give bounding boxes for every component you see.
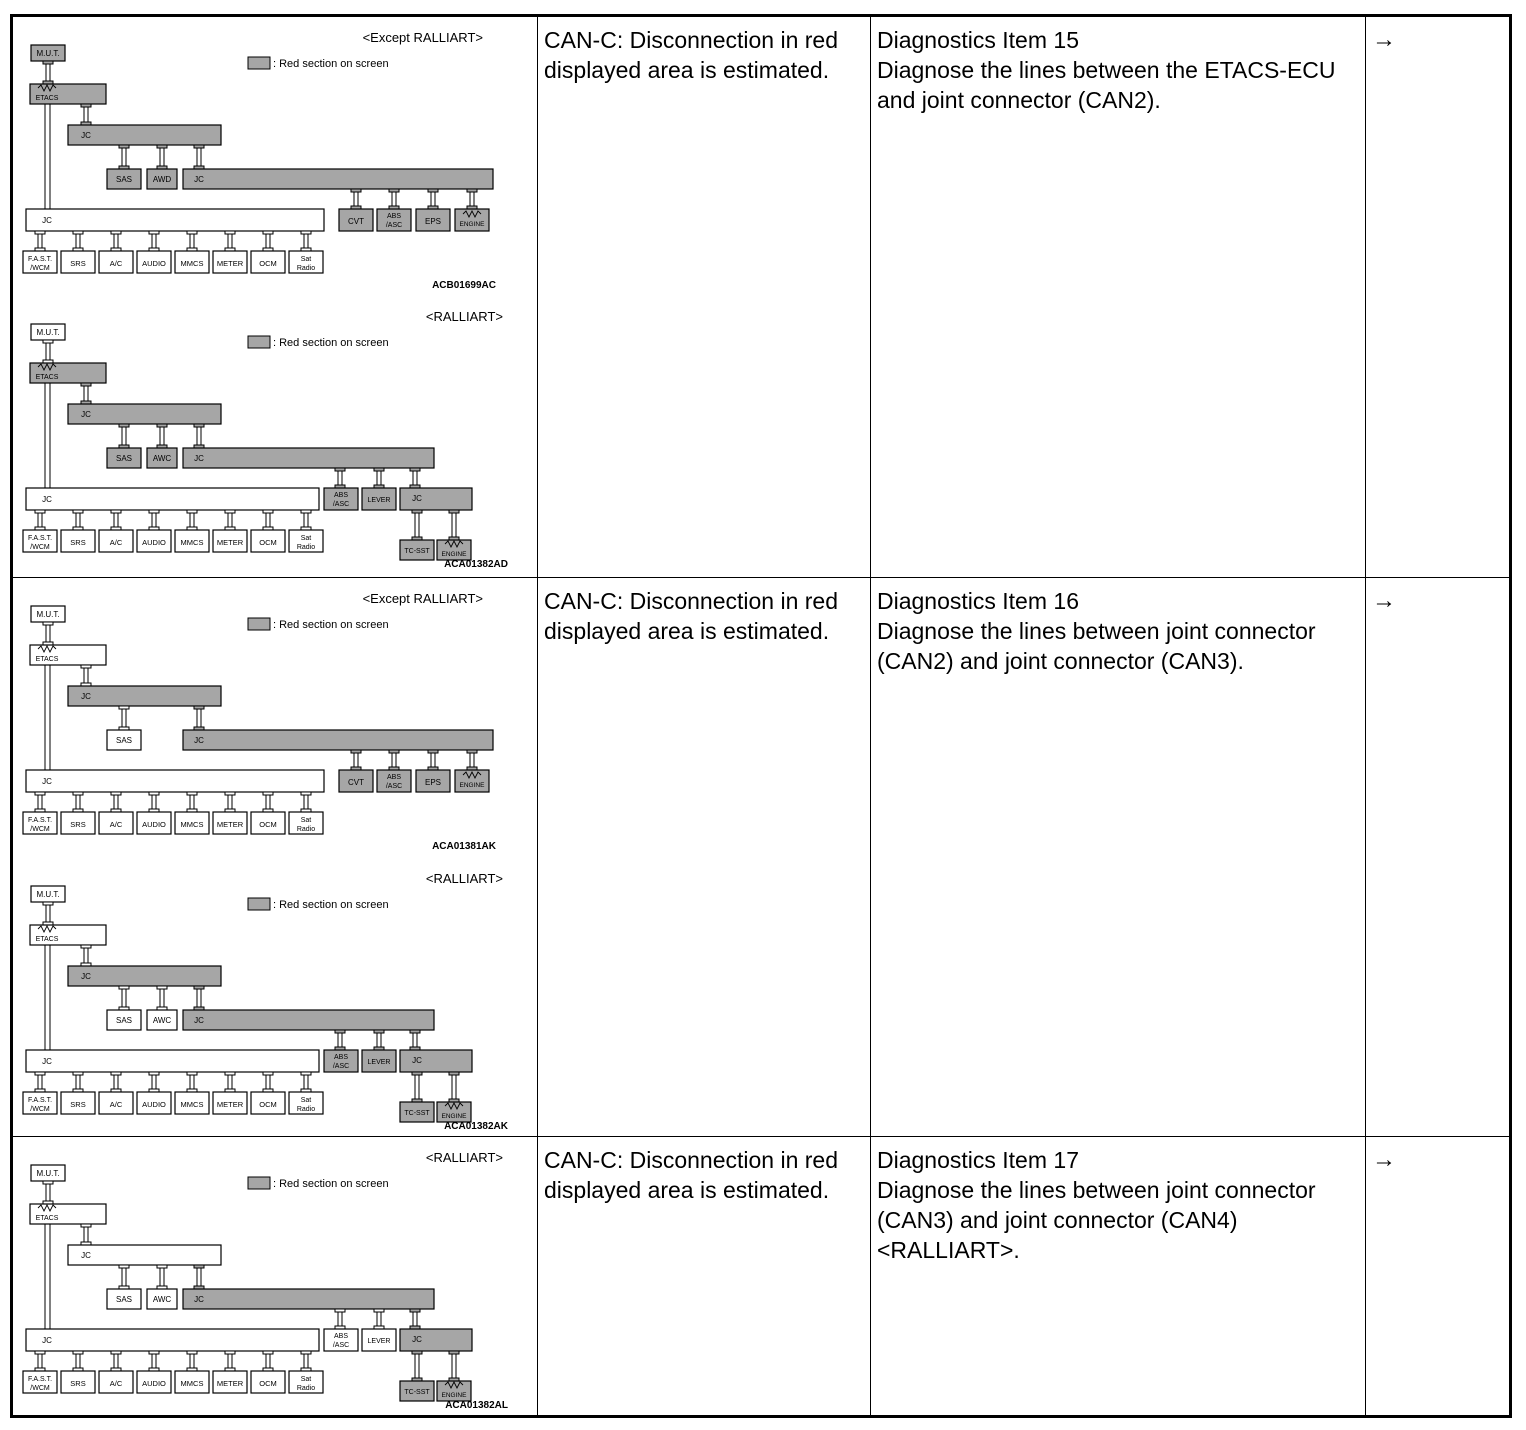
abs-label: ABS — [386, 774, 402, 781]
unit-label: Radio — [296, 265, 316, 272]
unit-label: AUDIO — [142, 820, 166, 829]
abs-label: ABS — [333, 492, 349, 499]
connector-plate — [187, 231, 197, 234]
unit-label: Radio — [296, 1106, 316, 1113]
table-row — [13, 17, 1509, 578]
connector-plate — [301, 1351, 311, 1354]
mut-label: M.U.T. — [36, 49, 60, 58]
connector-plate — [301, 792, 311, 795]
etacs-label: ETACS — [35, 1215, 59, 1222]
can-diagram — [13, 858, 538, 1138]
awd-label: AWD — [152, 175, 172, 184]
can-diagram — [13, 578, 538, 858]
connector-plate — [187, 1351, 197, 1354]
unit-label: SRS — [70, 1379, 86, 1388]
abs-label: /ASC — [332, 1342, 350, 1349]
connector-plate — [111, 231, 121, 234]
unit-label: MMCS — [180, 538, 204, 547]
connector-plate — [374, 1030, 384, 1033]
connector-plate — [111, 1072, 121, 1075]
abs-label: ABS — [386, 213, 402, 220]
figure-code: ACA01382AD — [444, 559, 508, 570]
connector-plate — [263, 510, 273, 513]
unit-label: /WCM — [30, 1106, 50, 1113]
lever-label: LEVER — [367, 1338, 391, 1345]
connector-plate — [35, 1351, 45, 1354]
can-diagram — [13, 1137, 538, 1417]
unit-label: AUDIO — [142, 259, 166, 268]
mut-label: M.U.T. — [36, 1169, 60, 1178]
legend-text: : Red section on screen — [273, 58, 389, 70]
figure-code: ACB01699AC — [432, 280, 496, 291]
connector-plate — [149, 1072, 159, 1075]
connector-plate — [119, 986, 129, 989]
next-arrow: → — [1372, 1146, 1396, 1173]
connector-plate — [194, 145, 204, 148]
abs-label: /ASC — [385, 783, 403, 790]
connector-plate — [351, 750, 361, 753]
connector-plate — [111, 510, 121, 513]
abs-label: ABS — [333, 1333, 349, 1340]
can-diagram-svg — [13, 1137, 538, 1417]
unit-label: SRS — [70, 538, 86, 547]
abs-label: /ASC — [332, 501, 350, 508]
connector-plate — [73, 1072, 83, 1075]
jc3-box — [26, 209, 324, 231]
variant-label: <RALLIART> — [425, 309, 503, 324]
connector-plate — [35, 1072, 45, 1075]
action-title: Diagnostics Item 16 — [877, 588, 1079, 614]
jc3-label: JC — [42, 1336, 52, 1345]
can-diagram — [13, 17, 538, 297]
cvt-label: CVT — [348, 217, 364, 226]
sas-label: SAS — [115, 175, 133, 184]
abs-label: ABS — [333, 1054, 349, 1061]
jc4-label: JC — [412, 1056, 422, 1065]
connector-plate — [194, 424, 204, 427]
connector-plate — [111, 1351, 121, 1354]
unit-label: SRS — [70, 820, 86, 829]
legend-text: : Red section on screen — [273, 337, 389, 349]
jc2-label: JC — [194, 1295, 204, 1304]
unit-label: METER — [216, 259, 244, 268]
connector-plate — [157, 1265, 167, 1268]
unit-label: AUDIO — [142, 538, 166, 547]
connector-plate — [263, 1072, 273, 1075]
jc1-box — [68, 966, 221, 986]
unit-label: /WCM — [30, 826, 50, 833]
unit-label: /WCM — [30, 544, 50, 551]
connector-plate — [119, 424, 129, 427]
connector-plate — [149, 510, 159, 513]
etacs-label: ETACS — [35, 374, 59, 381]
jc3-box — [26, 770, 324, 792]
jc3-box — [26, 1050, 319, 1072]
engine-label: ENGINE — [459, 221, 485, 228]
sas-label: SAS — [115, 736, 133, 745]
jc2-label: JC — [194, 736, 204, 745]
connector-plate — [81, 1224, 91, 1227]
table-row — [13, 1137, 1509, 1418]
sas-label: SAS — [115, 454, 133, 463]
jc4-label: JC — [412, 494, 422, 503]
can-diagram-svg — [13, 296, 538, 576]
jc2-box — [183, 1010, 434, 1030]
connector-plate — [449, 510, 459, 513]
unit-label: MMCS — [180, 1379, 204, 1388]
connector-plate — [81, 104, 91, 107]
unit-label: F.A.S.T. — [27, 1376, 53, 1383]
diagram-cell — [13, 17, 538, 577]
connector-plate — [389, 750, 399, 753]
connector-plate — [412, 510, 422, 513]
awd-label: AWC — [152, 1295, 172, 1304]
unit-label: A/C — [109, 538, 123, 547]
next-arrow: → — [1372, 26, 1396, 53]
unit-label: OCM — [259, 259, 277, 268]
cvt-label: CVT — [348, 778, 364, 787]
jc2-label: JC — [194, 454, 204, 463]
connector-plate — [187, 510, 197, 513]
action-text: Diagnose the lines between the ETACS-ECU and joint connector (CAN2). — [877, 57, 1336, 113]
connector-plate — [111, 792, 121, 795]
mut-label: M.U.T. — [36, 890, 60, 899]
sas-label: SAS — [115, 1295, 133, 1304]
mut-label: M.U.T. — [36, 610, 60, 619]
etacs-label: ETACS — [35, 95, 59, 102]
connector-plate — [157, 145, 167, 148]
connector-plate — [225, 1072, 235, 1075]
jc3-label: JC — [42, 495, 52, 504]
unit-label: Sat — [300, 535, 312, 542]
jc1-label: JC — [81, 131, 91, 140]
connector-plate — [81, 383, 91, 386]
jc3-label: JC — [42, 1057, 52, 1066]
action-title: Diagnostics Item 15 — [877, 27, 1079, 53]
jc4-label: JC — [412, 1335, 422, 1344]
unit-label: OCM — [259, 1379, 277, 1388]
can-diagram — [13, 296, 538, 576]
connector-plate — [389, 189, 399, 192]
table-row — [13, 578, 1509, 1137]
engine-label: ENGINE — [459, 782, 485, 789]
connector-plate — [194, 706, 204, 709]
lever-label: LEVER — [367, 1059, 391, 1066]
eps-label: EPS — [424, 217, 442, 226]
abs-label: /ASC — [332, 1063, 350, 1070]
tcsst-label: TC-SST — [404, 1110, 430, 1117]
unit-label: F.A.S.T. — [27, 256, 53, 263]
can-diagram-svg — [13, 858, 538, 1138]
legend-swatch — [248, 618, 270, 630]
unit-label: SRS — [70, 1100, 86, 1109]
connector-plate — [225, 1351, 235, 1354]
connector-plate — [335, 1030, 345, 1033]
unit-label: Sat — [300, 817, 312, 824]
connector-plate — [149, 231, 159, 234]
connector-plate — [225, 510, 235, 513]
connector-plate — [351, 189, 361, 192]
jc3-label: JC — [42, 777, 52, 786]
jc2-box — [183, 169, 493, 189]
etacs-label: ETACS — [35, 936, 59, 943]
condition-text: CAN-C: Disconnection in red displayed area is estimated. — [538, 17, 871, 577]
legend-swatch — [248, 336, 270, 348]
action-text: Diagnose the lines between joint connector (CAN3) and joint connector (CAN4) <RALLIART>. — [877, 1177, 1316, 1263]
can-diagram-svg — [13, 17, 538, 297]
unit-label: OCM — [259, 1100, 277, 1109]
jc2-box — [183, 1289, 434, 1309]
connector-plate — [35, 510, 45, 513]
connector-plate — [73, 510, 83, 513]
abs-label: /ASC — [385, 222, 403, 229]
jc1-label: JC — [81, 410, 91, 419]
awd-label: AWC — [152, 454, 172, 463]
connector-plate — [467, 189, 477, 192]
engine-label: ENGINE — [441, 1113, 467, 1120]
mut-label: M.U.T. — [36, 328, 60, 337]
unit-label: A/C — [109, 1100, 123, 1109]
jc3-label: JC — [42, 216, 52, 225]
unit-label: Radio — [296, 544, 316, 551]
connector-plate — [157, 986, 167, 989]
unit-label: A/C — [109, 820, 123, 829]
jc3-box — [26, 1329, 319, 1351]
variant-label: <Except RALLIART> — [362, 591, 483, 606]
unit-label: MMCS — [180, 259, 204, 268]
connector-plate — [412, 1072, 422, 1075]
connector-plate — [410, 1030, 420, 1033]
jc2-box — [183, 448, 434, 468]
unit-label: MMCS — [180, 1100, 204, 1109]
jc2-label: JC — [194, 1016, 204, 1025]
jc1-label: JC — [81, 972, 91, 981]
connector-plate — [43, 902, 53, 905]
condition-text: CAN-C: Disconnection in red displayed area is estimated. — [538, 1137, 871, 1418]
connector-plate — [335, 1309, 345, 1312]
unit-label: Radio — [296, 1385, 316, 1392]
unit-label: MMCS — [180, 820, 204, 829]
legend-text: : Red section on screen — [273, 619, 389, 631]
connector-plate — [43, 1181, 53, 1184]
action-cell — [871, 17, 1366, 577]
connector-plate — [187, 1072, 197, 1075]
eps-label: EPS — [424, 778, 442, 787]
jc4-box — [400, 488, 472, 510]
unit-label: F.A.S.T. — [27, 535, 53, 542]
connector-plate — [35, 792, 45, 795]
connector-plate — [263, 792, 273, 795]
connector-plate — [194, 1265, 204, 1268]
unit-label: Radio — [296, 826, 316, 833]
tcsst-label: TC-SST — [404, 1389, 430, 1396]
variant-label: <RALLIART> — [425, 1150, 503, 1165]
unit-label: F.A.S.T. — [27, 817, 53, 824]
awd-label: AWC — [152, 1016, 172, 1025]
diagram-cell — [13, 578, 538, 1136]
connector-plate — [194, 986, 204, 989]
diagnostics-table — [10, 14, 1512, 1418]
unit-label: SRS — [70, 259, 86, 268]
jc1-box — [68, 404, 221, 424]
legend-text: : Red section on screen — [273, 1178, 389, 1190]
sas-label: SAS — [115, 1016, 133, 1025]
connector-plate — [119, 145, 129, 148]
connector-plate — [43, 622, 53, 625]
connector-plate — [157, 424, 167, 427]
unit-label: /WCM — [30, 265, 50, 272]
connector-plate — [225, 792, 235, 795]
connector-plate — [225, 231, 235, 234]
connector-plate — [428, 189, 438, 192]
variant-label: <Except RALLIART> — [362, 30, 483, 45]
connector-plate — [73, 792, 83, 795]
connector-plate — [263, 231, 273, 234]
unit-label: Sat — [300, 1376, 312, 1383]
jc1-box — [68, 1245, 221, 1265]
connector-plate — [410, 1309, 420, 1312]
unit-label: A/C — [109, 259, 123, 268]
jc1-label: JC — [81, 1251, 91, 1260]
connector-plate — [73, 231, 83, 234]
connector-plate — [43, 340, 53, 343]
legend-swatch — [248, 1177, 270, 1189]
unit-label: Sat — [300, 256, 312, 263]
engine-label: ENGINE — [441, 551, 467, 558]
connector-plate — [467, 750, 477, 753]
action-text: Diagnose the lines between joint connector (CAN2) and joint connector (CAN3). — [877, 618, 1316, 674]
unit-label: F.A.S.T. — [27, 1097, 53, 1104]
connector-plate — [73, 1351, 83, 1354]
jc1-box — [68, 125, 221, 145]
action-cell — [871, 1137, 1366, 1418]
connector-plate — [301, 1072, 311, 1075]
connector-plate — [119, 706, 129, 709]
jc3-box — [26, 488, 319, 510]
legend-text: : Red section on screen — [273, 899, 389, 911]
engine-label: ENGINE — [441, 1392, 467, 1399]
unit-label: /WCM — [30, 1385, 50, 1392]
connector-plate — [374, 468, 384, 471]
jc1-box — [68, 686, 221, 706]
connector-plate — [149, 1351, 159, 1354]
etacs-label: ETACS — [35, 656, 59, 663]
connector-plate — [412, 1351, 422, 1354]
jc2-label: JC — [194, 175, 204, 184]
connector-plate — [449, 1351, 459, 1354]
connector-plate — [335, 468, 345, 471]
unit-label: METER — [216, 820, 244, 829]
connector-plate — [187, 792, 197, 795]
unit-label: AUDIO — [142, 1379, 166, 1388]
unit-label: Sat — [300, 1097, 312, 1104]
connector-plate — [81, 945, 91, 948]
figure-code: ACA01382AL — [445, 1400, 508, 1411]
unit-label: A/C — [109, 1379, 123, 1388]
tcsst-label: TC-SST — [404, 548, 430, 555]
jc2-box — [183, 730, 493, 750]
can-diagram-svg — [13, 578, 538, 858]
action-cell — [871, 578, 1366, 1136]
connector-plate — [428, 750, 438, 753]
connector-plate — [301, 510, 311, 513]
action-title: Diagnostics Item 17 — [877, 1147, 1079, 1173]
next-arrow: → — [1372, 587, 1396, 614]
legend-swatch — [248, 57, 270, 69]
connector-plate — [374, 1309, 384, 1312]
jc4-box — [400, 1050, 472, 1072]
unit-label: METER — [216, 538, 244, 547]
connector-plate — [119, 1265, 129, 1268]
lever-label: LEVER — [367, 497, 391, 504]
legend-swatch — [248, 898, 270, 910]
unit-label: METER — [216, 1379, 244, 1388]
figure-code: ACA01381AK — [432, 841, 496, 852]
diagram-cell — [13, 1137, 538, 1418]
unit-label: METER — [216, 1100, 244, 1109]
jc1-label: JC — [81, 692, 91, 701]
connector-plate — [263, 1351, 273, 1354]
unit-label: AUDIO — [142, 1100, 166, 1109]
connector-plate — [410, 468, 420, 471]
variant-label: <RALLIART> — [425, 871, 503, 886]
connector-plate — [43, 61, 53, 64]
connector-plate — [301, 231, 311, 234]
connector-plate — [35, 231, 45, 234]
connector-plate — [149, 792, 159, 795]
connector-plate — [81, 665, 91, 668]
unit-label: OCM — [259, 820, 277, 829]
condition-text: CAN-C: Disconnection in red displayed area is estimated. — [538, 578, 871, 1136]
unit-label: OCM — [259, 538, 277, 547]
jc4-box — [400, 1329, 472, 1351]
connector-plate — [449, 1072, 459, 1075]
figure-code: ACA01382AK — [444, 1121, 508, 1132]
